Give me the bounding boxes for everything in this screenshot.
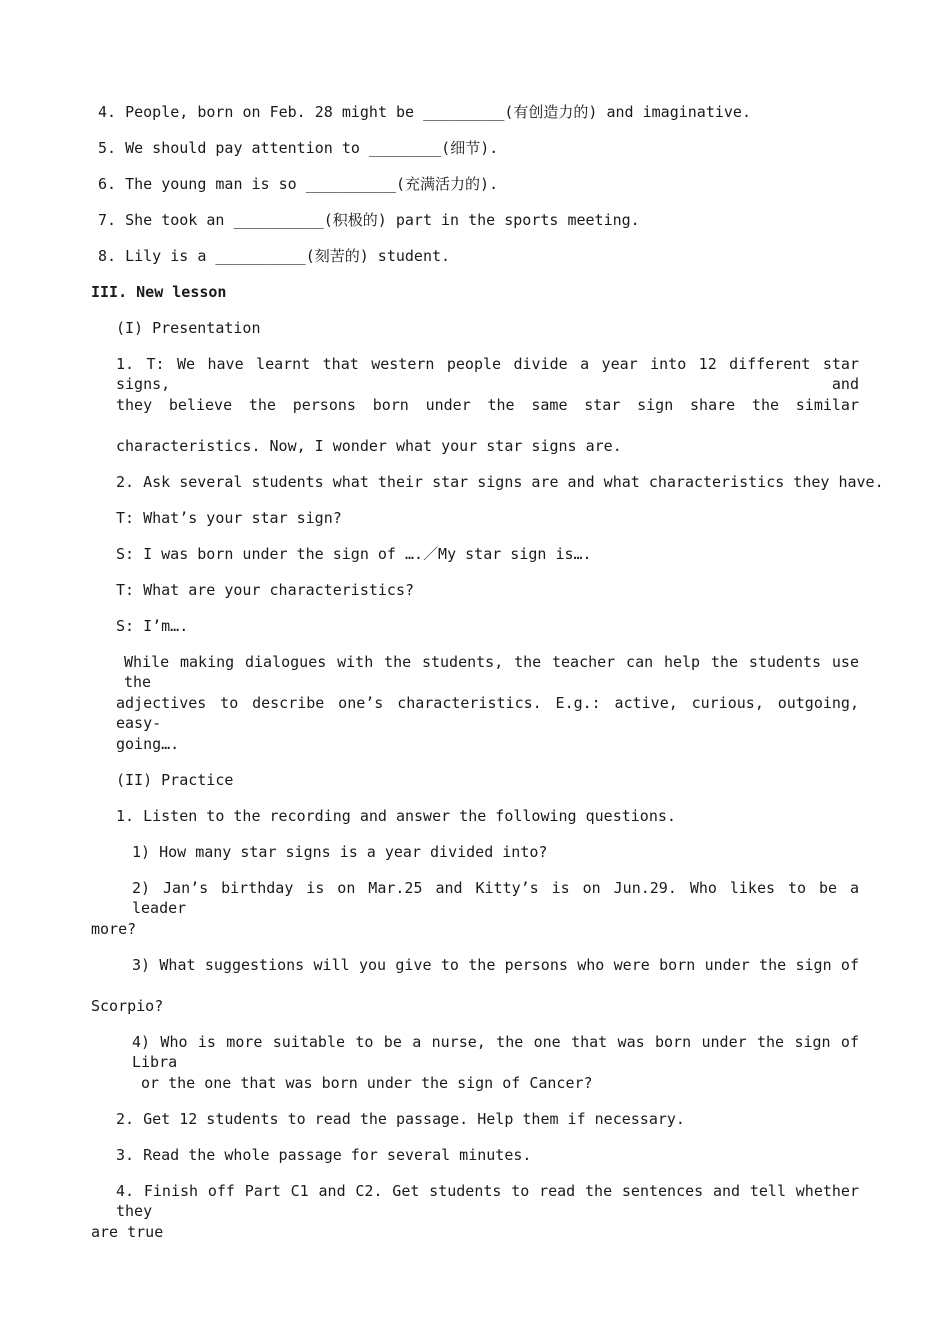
question-2-line-1: 2) Jan’s birthday is on Mar.25 and Kitty’s is on Jun.29. Who likes to be a leader — [132, 879, 859, 917]
presentation-item-2: 2. Ask several students what their star signs are and what characteristics they have. — [116, 473, 884, 491]
question-4-line-2: or the one that was born under the sign of Cancer? — [141, 1074, 593, 1092]
dialogue-line: T: What’s your star sign? — [116, 509, 342, 527]
practice-item-2: 2. Get 12 students to read the passage. Help them if necessary. — [116, 1110, 685, 1128]
practice-item-4-line-2: are true — [91, 1223, 164, 1241]
exercise-6: 6. The young man is so __________(充满活力的). — [98, 175, 499, 193]
exercise-7: 7. She took an __________(积极的) part in the sports meeting. — [98, 211, 640, 229]
question-3-line-1: 3) What suggestions will you give to the persons who were born under the sign of — [132, 956, 859, 974]
practice-heading: (II) Practice — [116, 771, 234, 789]
presentation-item-1-line-2: they believe the persons born under the same star sign share the similar — [116, 396, 859, 414]
dialogue-line: S: I was born under the sign of ….／My star sign is…. — [116, 545, 592, 563]
section-heading: III. New lesson — [91, 283, 227, 301]
presentation-item-1-line-3: characteristics. Now, I wonder what your star signs are. — [116, 437, 622, 455]
question-3-line-2: Scorpio? — [91, 997, 164, 1015]
exercise-8: 8. Lily is a __________(刻苦的) student. — [98, 247, 451, 265]
question-2-line-2: more? — [91, 920, 137, 938]
exercise-4: 4. People, born on Feb. 28 might be _________(有创造力的) and imaginative. — [98, 103, 751, 121]
teacher-note-line-1: While making dialogues with the students, the teacher can help the students use the — [124, 653, 859, 691]
presentation-item-1-line-1: 1. T: We have learnt that western people divide a year into 12 different star signs, and — [116, 355, 859, 393]
practice-item-1: 1. Listen to the recording and answer the following questions. — [116, 807, 676, 825]
dialogue-line: T: What are your characteristics? — [116, 581, 415, 599]
teacher-note-line-2: adjectives to describe one’s characteristics. E.g.: active, curious, outgoing, easy- — [116, 694, 859, 732]
question-4-line-1: 4) Who is more suitable to be a nurse, the one that was born under the sign of Libra — [132, 1033, 859, 1071]
teacher-note-line-3: going…. — [116, 735, 180, 753]
question-1: 1) How many star signs is a year divided into? — [132, 843, 548, 861]
practice-item-3: 3. Read the whole passage for several minutes. — [116, 1146, 532, 1164]
practice-item-4-line-1: 4. Finish off Part C1 and C2. Get students to read the sentences and tell whether they — [116, 1182, 859, 1220]
dialogue-line: S: I’m…. — [116, 617, 189, 635]
exercise-5: 5. We should pay attention to ________(细节). — [98, 139, 499, 157]
presentation-heading: (I) Presentation — [116, 319, 261, 337]
